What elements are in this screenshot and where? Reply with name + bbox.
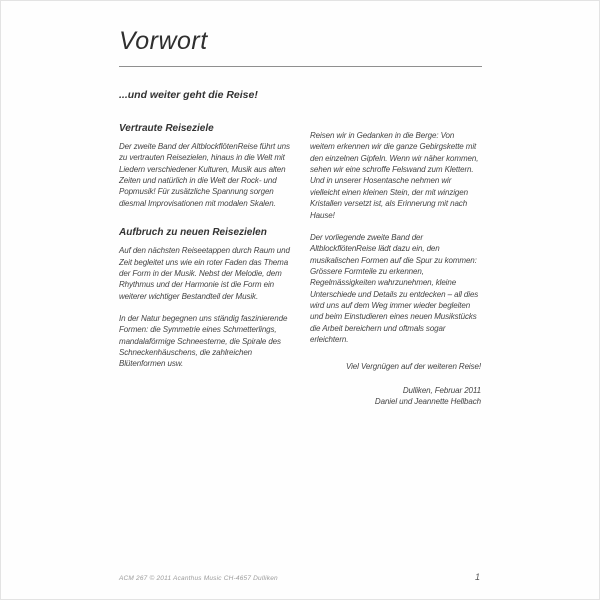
- page-title: Vorwort: [119, 27, 208, 55]
- section-heading-vertraute-reiseziele: Vertraute Reiseziele: [119, 123, 214, 134]
- closing-block: [310, 361, 481, 407]
- paragraph-vertraute-reiseziele: Der zweite Band der AltblockflötenReise führt uns zu vertrauten Reisezielen, hinaus in die Welt mit Liedern verschiedener Kulturen, Musik aus alten Zeiten und natürlich in die Welt der Rock- und Popmusik! Für zusätzliche Spannung sorgen diesmal Improvisationen mit modalen Skalen.: [119, 142, 290, 208]
- place-and-date: Dulliken, Februar 2011: [402, 385, 481, 395]
- paragraph-aufbruch-2: In der Natur begegnen uns ständig faszinierende Formen: die Symmetrie eines Schmetterlings, mandalaförmige Schneesterne, die Spirale des Schneckenhäuschens, die zahlreichen Blütenformen usw.: [119, 313, 288, 369]
- page-content: [119, 27, 482, 408]
- left-column: [119, 123, 290, 408]
- title-divider: [119, 66, 482, 67]
- paragraph-aufbruch-1: Auf den nächsten Reiseetappen durch Raum und Zeit begleitet uns wie ein roter Faden das Thema der Form in der Musik. Nebst der Melodie, dem Rhythmus und der Harmonie ist die Form ein weiterer wichtiger Bestandteil der Musik.: [119, 246, 290, 301]
- preface-subtitle: ...und weiter geht die Reise!: [119, 89, 258, 101]
- imprint-line: ACM 267 © 2011 Acanthus Music CH-4657 Dulliken: [119, 575, 278, 582]
- authors: Daniel und Jeannette Hellbach: [374, 397, 481, 407]
- page-footer: [119, 572, 480, 582]
- two-column-layout: [119, 123, 482, 408]
- right-column: [310, 123, 481, 408]
- paragraph-berge: Reisen wir in Gedanken in die Berge: Von weitem erkennen wir die ganze Gebirgskette mit den einzelnen Gipfeln. Wenn wir näher kommen, sehen wir eine schroffe Felswand zum Klettern. Und in unserer Hosentasche nehmen wir vielleicht einen kleinen Stein, der mit winzigen Kristallen versetzt ist, als Erinnerung mit nach Hause!: [310, 131, 479, 220]
- paragraph-formen: Der vorliegende zweite Band der AltblockflötenReise lädt dazu ein, den musikalischen Formen auf die Spur zu kommen: Grössere Formteile zu erkennen, Regelmässigkeiten wahrzunehmen, kleine Unterschiede und Details zu entdecken – all dies wird uns auf dem Weg immer wieder begleiten und beim Einstudieren eines neuen Musikstücks die Arbeit bereichern und oftmals sogar erleichtern.: [310, 232, 479, 345]
- page-number: 1: [474, 572, 480, 582]
- closing-wish: Viel Vergnügen auf der weiteren Reise!: [346, 362, 481, 372]
- section-heading-aufbruch: Aufbruch zu neuen Reisezielen: [119, 227, 267, 239]
